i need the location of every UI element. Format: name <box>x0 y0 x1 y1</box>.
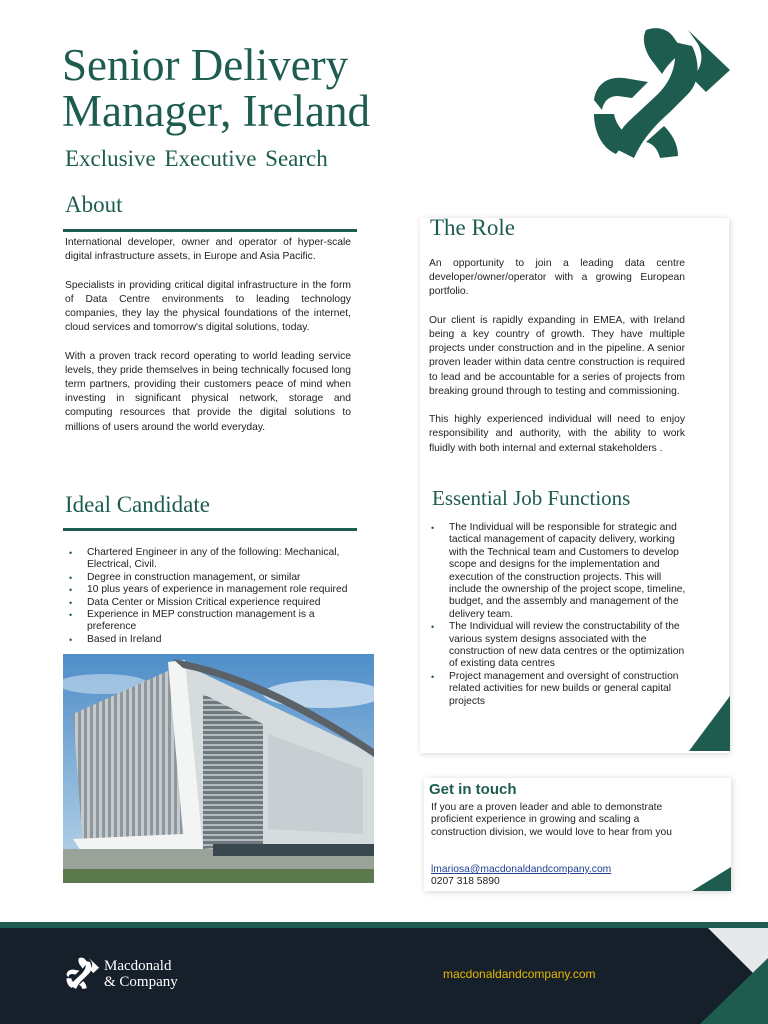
footer-logo-icon <box>65 956 101 990</box>
list-item: • The Individual will be responsible for strategic and tactical management of capacity delivery, working with the Technical team and Customers to develop scope and designs for the implementation and execution of the construction projects. This will include the ownership of the project scope, timeline, budget, and the assembly and management of the delivery team. <box>427 522 689 621</box>
footer-brand-line-1: Macdonald <box>104 958 172 974</box>
building-photo <box>63 654 374 883</box>
role-heading: The Role <box>430 215 515 240</box>
about-paragraph: Specialists in providing critical digital infrastructure in the form of Data Centre environments to leading technology companies, they lay the physical foundations of the internet, cloud services and tomorrow's digital solutions, today. <box>65 279 351 334</box>
contact-email-link[interactable]: lmariosa@macdonaldandcompany.com <box>431 864 612 875</box>
role-paragraph: This highly experienced individual will need to enjoy responsibility and authority, with the ability to work fluidly with both internal and external stakeholders . <box>429 414 685 454</box>
list-item: • Degree in construction management, or similar <box>65 572 355 584</box>
footer-brand-line-2: & Company <box>104 974 178 990</box>
brand-logo-icon <box>588 22 738 162</box>
functions-heading: Essential Job Functions <box>432 486 631 510</box>
ideal-candidate-divider <box>63 528 357 531</box>
page-title <box>62 42 482 134</box>
about-paragraph: International developer, owner and operator of hyper-scale digital infrastructure assets, in Europe and Asia Pacific. <box>65 237 351 263</box>
about-heading: About <box>65 192 123 217</box>
ideal-candidate-list <box>65 547 355 646</box>
list-item: • Chartered Engineer in any of the following: Mechanical, Electrical, Civil. <box>65 547 355 572</box>
list-item: • Data Center or Mission Critical experience required <box>65 597 355 609</box>
footer-corner-decoration <box>660 928 768 1024</box>
footer-brand <box>104 958 178 990</box>
ideal-candidate-heading: Ideal Candidate <box>65 492 210 517</box>
about-text <box>65 236 351 449</box>
title-line-2: Manager, Ireland <box>62 86 371 136</box>
footer-stripe <box>0 922 768 928</box>
page-subtitle: Exclusive Executive Search <box>65 146 328 171</box>
role-text <box>429 257 685 470</box>
title-line-1: Senior Delivery <box>62 40 349 90</box>
list-item: • 10 plus years of experience in management role required <box>65 584 355 596</box>
role-paragraph: Our client is rapidly expanding in EMEA, with Ireland being a key country of growth. They have multiple projects under construction and in the pipeline. A senior proven leader within data centre construction is required to lead and be accountable for a series of projects from breaking ground through to testing and commissioning. <box>429 314 685 397</box>
list-item: • The Individual will review the constructability of the various system designs associated with the construction of new data centres or the optimization of existing data centres <box>427 621 689 671</box>
footer-website-link[interactable]: macdonaldandcompany.com <box>443 967 596 981</box>
about-divider <box>63 229 357 232</box>
contact-phone: 0207 318 5890 <box>431 876 500 887</box>
list-item: • Based in Ireland <box>65 634 355 646</box>
contact-heading: Get in touch <box>429 781 517 798</box>
about-paragraph: With a proven track record operating to world leading service levels, they pride themselves in being technically focused long term partners, providing their customers peace of mind when investing in significant physical network, storage and computing resources that provide the digital solutions to millions of users around the world everyday. <box>65 350 351 433</box>
corner-triangle-icon <box>689 696 730 751</box>
list-item: • Experience in MEP construction management is a preference <box>65 609 355 634</box>
contact-text: If you are a proven leader and able to demonstrate proficient experience in growing and scaling a construction division, we would love to hear from you <box>431 802 672 838</box>
corner-triangle-icon <box>692 867 731 891</box>
list-item: • Project management and oversight of construction related activities for new builds or general capital projects <box>427 671 689 708</box>
functions-list <box>427 522 689 708</box>
role-paragraph: An opportunity to join a leading data centre developer/owner/operator with a growing European portfolio. <box>429 258 685 298</box>
